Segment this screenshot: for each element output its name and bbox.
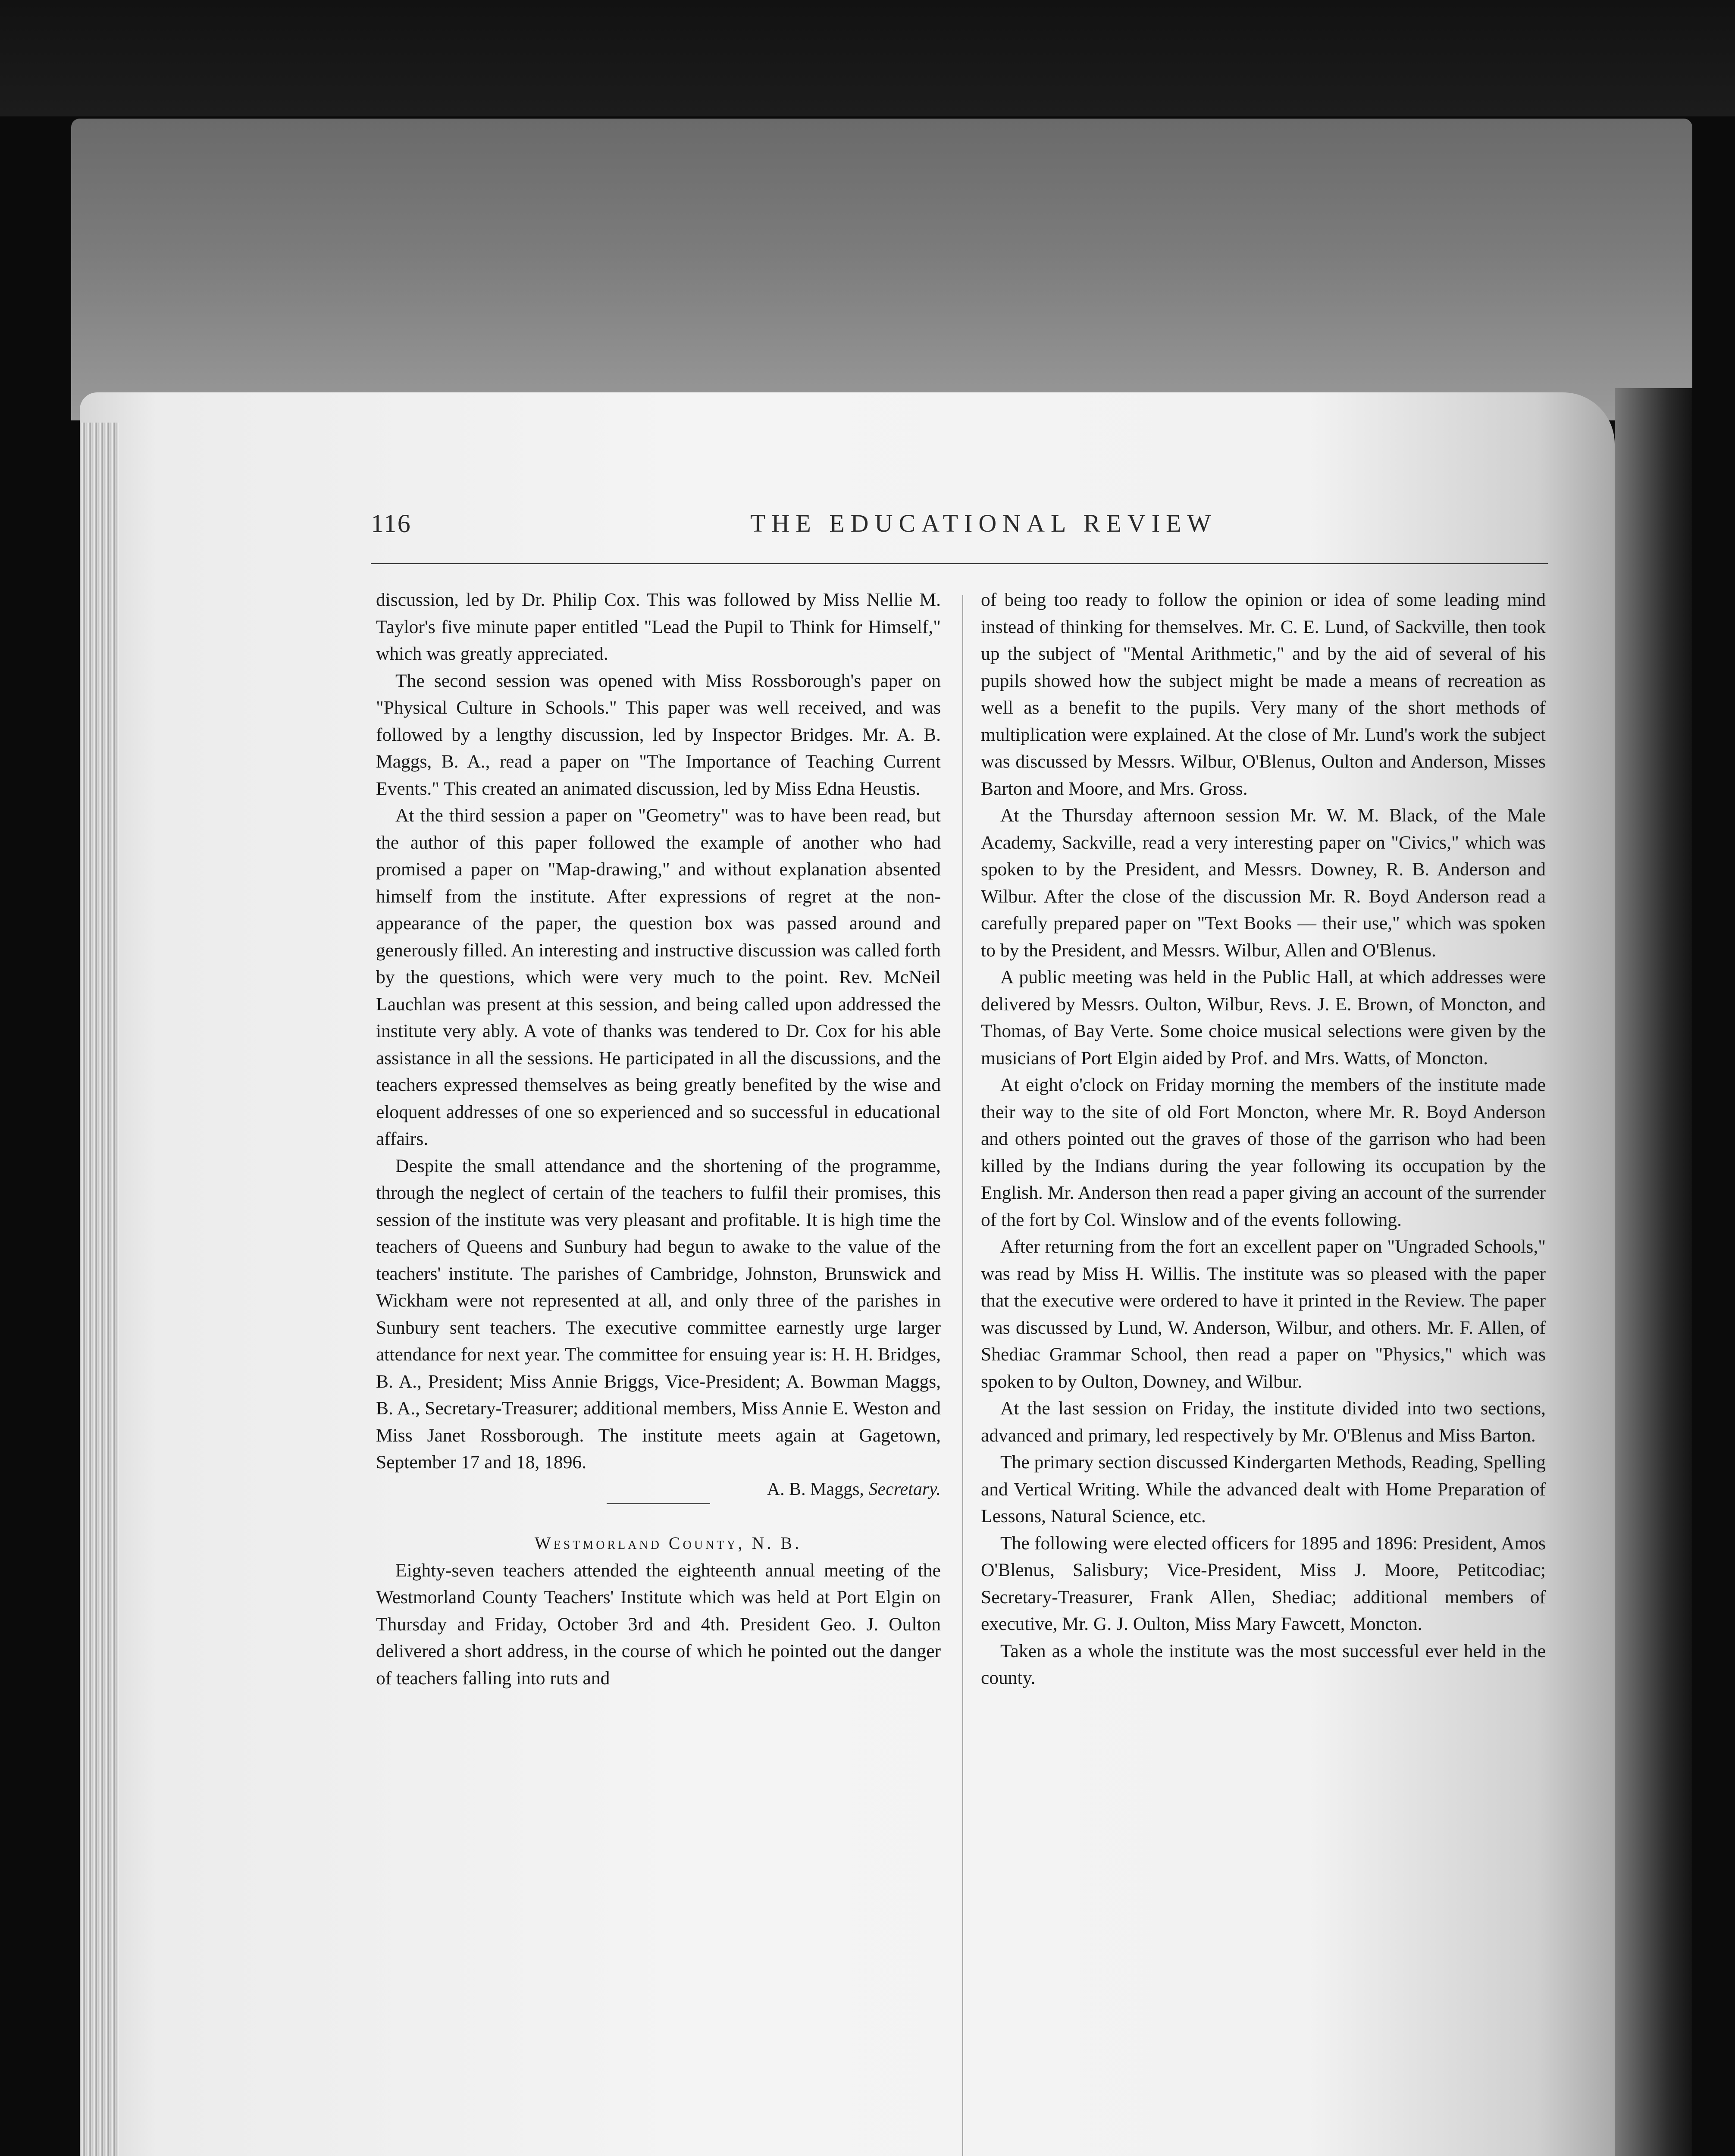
page-edges [80, 423, 119, 2156]
gutter-shadow [1615, 388, 1692, 2156]
paragraph: A public meeting was held in the Public Hall, at which addresses were delivered by Messrs. Oulton, Wilbur, Revs. J. E. Brown, of Moncton, and Thomas, of Bay Verte. Some choice musical selections were given by the musicians of Port Elgin aided by Prof. and Mrs. Watts, of Moncton. [981, 967, 1546, 1069]
paragraph: At eight o'clock on Friday morning the members of the institute made their way to the site of old Fort Moncton, where Mr. R. Boyd Anderson and others pointed out the graves of those of the garrison who had been killed by the Indians during the year following its occupation by the English. Mr. Anderson then read a paper giving an account of the surrender of the fort by Col. Winslow and of the events following. [981, 1075, 1546, 1230]
paragraph: At the Thursday afternoon session Mr. W. M. Black, of the Male Academy, Sackville, read a very interesting paper on "Civics," which was spoken to by the President, and Messrs. Downey, R. B. Anderson and Wilbur. After the close of the discussion Mr. R. Boyd Anderson read a carefully prepared paper on "Text Books — their use," which was spoken to by the President, and Messrs. Wilbur, Allen and O'Blenus. [981, 805, 1546, 961]
backdrop [71, 119, 1692, 420]
paragraph: of being too ready to follow the opinion or idea of some leading mind instead of thinking for themselves. Mr. C. E. Lund, of Sackville, then took up the subject of "Mental Arithmetic," and by the aid of several of his pupils showed how the subject might be made a means of recreation as well as a benefit to the pupils. Very many of the short methods of multiplication were explained. At the close of Mr. Lund's work the subject was discussed by Messrs. Wilbur, O'Blenus, Oulton and Anderson, Misses Barton and Moore, and Mrs. Gross. [981, 589, 1546, 799]
paragraph: Taken as a whole the institute was the most successful ever held in the county. [981, 1640, 1546, 1688]
running-head: THE EDUCATIONAL REVIEW [750, 509, 1217, 537]
paragraph: At the third session a paper on "Geometry" was to have been read, but the author of this paper followed the example of another who had promised a paper on "Map-drawing," and without explanation absented himself from the institute. After expressions of regret at the non-appearance of the paper, the question box was passed around and generously filled. An interesting and instructive discussion was called forth by the questions, which were very much to the point. Rev. McNeil Lauchlan was present at this session, and being called upon addressed the institute very ably. A vote of thanks was tendered to Dr. Cox for his able assistance in all the sessions. He participated in all the discussions, and the teachers expressed themselves as being greatly benefited by the wise and eloquent addresses of one so experienced and so successful in educational affairs. [376, 805, 941, 1149]
signature [376, 1476, 941, 1503]
paragraph: At the last session on Friday, the institute divided into two sections, advanced and primary, led respectively by Mr. O'Blenus and Miss Barton. [981, 1398, 1546, 1446]
page-number: 116 [371, 509, 411, 538]
paragraph: The following were elected officers for 1895 and 1896: President, Amos O'Blenus, Salisbury; Vice-President, Miss J. Moore, Petitcodiac; Secretary-Treasurer, Frank Allen, Shediac; additional members of executive, Mr. G. J. Oulton, Miss Mary Fawcett, Moncton. [981, 1532, 1546, 1634]
paragraph: After returning from the fort an excellent paper on "Ungraded Schools," was read by Miss H. Willis. The institute was so pleased with the paper that the executive were ordered to have it printed in the Review. The paper was discussed by Lund, W. Anderson, Wilbur, and others. Mr. F. Allen, of Shediac Grammar School, then read a paper on "Physics," which was spoken to by Oulton, Downey, and Wilbur. [981, 1236, 1546, 1392]
paragraph: discussion, led by Dr. Philip Cox. This was followed by Miss Nellie M. Taylor's five minute paper entitled "Lead the Pupil to Think for Himself," which was greatly appreciated. [376, 589, 941, 664]
paragraph: Despite the small attendance and the shortening of the programme, through the neglect of certain of the teachers to fulfil their promises, this session of the institute was very pleasant and profitable. It is high time the teachers of Queens and Sunbury had begun to awake to the value of the teachers' institute. The parishes of Cambridge, Johnston, Brunswick and Wickham were not represented at all, and only three of the parishes in Sunbury sent teachers. The executive committee earnestly urge larger attendance for next year. The committee for ensuing year is: H. H. Bridges, B. A., President; Miss Annie Briggs, Vice-President; A. Bowman Maggs, B. A., Secretary-Treasurer; additional members, Miss Annie E. Weston and Miss Janet Rossborough. The institute meets again at Gagetown, September 17 and 18, 1896. [376, 1155, 941, 1473]
page-header [371, 509, 1548, 543]
paragraph: The second session was opened with Miss Rossborough's paper on "Physical Culture in Schools." This paper was well received, and was followed by a lengthy discussion, led by Inspector Bridges. Mr. A. B. Maggs, B. A., read a paper on "The Importance of Teaching Current Events." This created an animated discussion, led by Miss Edna Heustis. [376, 670, 941, 799]
paragraph: The primary section discussed Kindergarten Methods, Reading, Spelling and Vertical Writing. While the advanced dealt with Home Preparation of Lessons, Natural Science, etc. [981, 1452, 1546, 1526]
column-divider [962, 595, 963, 2156]
film-border [0, 0, 1735, 116]
section-heading: Westmorland County, N. B. [534, 1533, 802, 1553]
paragraph: Eighty-seven teachers attended the eighteenth annual meeting of the Westmorland County Teachers' Institute which was held at Port Elgin on Thursday and Friday, October 3rd and 4th. President Geo. J. Oulton delivered a short address, in the course of which he pointed out the danger of teachers falling into ruts and [376, 1560, 941, 1689]
signature-role: Secretary. [868, 1479, 941, 1499]
header-rule [371, 563, 1548, 564]
section-rule [607, 1503, 710, 1504]
left-column [376, 586, 941, 2156]
signature-name: A. B. Maggs, [767, 1479, 864, 1499]
right-column [981, 586, 1546, 2156]
